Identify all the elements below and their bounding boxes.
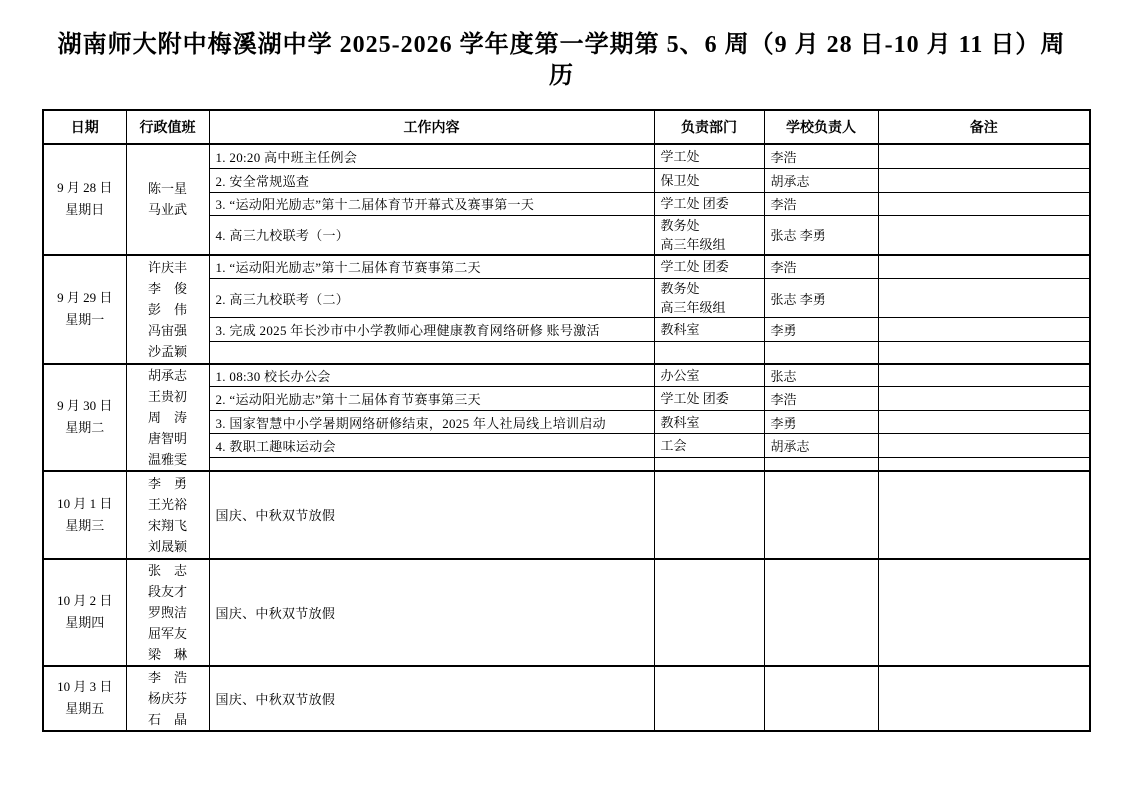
dept-cell: 工会	[654, 434, 764, 457]
header-row	[43, 110, 1090, 144]
dept-cell	[654, 342, 764, 364]
leader-cell: 胡承志	[764, 168, 878, 192]
schedule-row	[43, 471, 1090, 559]
note-cell	[878, 387, 1090, 410]
leader-cell: 李浩	[764, 255, 878, 279]
leader-cell	[764, 559, 878, 666]
leader-cell: 李勇	[764, 318, 878, 342]
leader-cell	[764, 471, 878, 559]
date-cell	[43, 144, 126, 255]
note-cell	[878, 434, 1090, 457]
leader-cell	[764, 457, 878, 470]
note-cell	[878, 364, 1090, 387]
duty-cell: 李 浩 杨庆芬 石 晶	[126, 666, 209, 731]
page-title-line-2: 历	[549, 63, 574, 89]
leader-cell	[764, 342, 878, 364]
schedule-row	[43, 666, 1090, 731]
work-item-cell: 3. 国家智慧中小学暑期网络研修结束，2025 年人社局线上培训启动	[209, 410, 654, 433]
work-item-cell: 4. 高三九校联考（一）	[209, 215, 654, 255]
note-cell	[878, 168, 1090, 192]
note-cell	[878, 410, 1090, 433]
weekday-text: 星期三	[65, 517, 105, 533]
dept-cell: 教务处 高三年级组	[654, 215, 764, 255]
leader-cell	[764, 666, 878, 731]
note-cell	[878, 457, 1090, 470]
note-cell	[878, 279, 1090, 318]
col-header-dept: 负责部门	[654, 110, 764, 144]
duty-cell: 胡承志 王贵初 周 涛 唐智明 温雅雯	[126, 364, 209, 471]
note-cell	[878, 192, 1090, 215]
dept-cell: 保卫处	[654, 168, 764, 192]
weekday-text: 星期五	[65, 701, 105, 716]
col-header-leader: 学校负责人	[764, 110, 878, 144]
dept-cell	[654, 457, 764, 470]
work-item-cell: 4. 教职工趣味运动会	[209, 434, 654, 457]
work-item-cell: 国庆、中秋双节放假	[209, 666, 654, 731]
leader-cell: 胡承志	[764, 434, 878, 457]
dept-cell	[654, 471, 764, 559]
note-cell	[878, 144, 1090, 168]
date-cell	[43, 364, 126, 471]
duty-cell: 许庆丰 李 俊 彭 伟 冯宙强 沙孟颖	[126, 255, 209, 364]
date-text: 9 月 29 日	[57, 290, 113, 305]
col-header-duty: 行政值班	[126, 110, 209, 144]
dept-cell: 学工处 团委	[654, 387, 764, 410]
work-item-cell: 2. 高三九校联考（二）	[209, 279, 654, 318]
dept-cell: 教务处 高三年级组	[654, 279, 764, 318]
work-item-cell	[209, 457, 654, 470]
work-item-cell: 3. “运动阳光励志”第十二届体育节开幕式及赛事第一天	[209, 192, 654, 215]
work-item-cell: 1. 08:30 校长办公会	[209, 364, 654, 387]
weekday-text: 星期四	[65, 615, 105, 630]
leader-cell: 李浩	[764, 192, 878, 215]
date-text: 10 月 3 日	[57, 679, 113, 694]
weekday-text: 星期二	[65, 420, 105, 435]
date-cell	[43, 559, 126, 666]
date-text: 9 月 28 日	[57, 180, 113, 196]
date-text: 10 月 1 日	[57, 495, 113, 511]
work-item-cell: 国庆、中秋双节放假	[209, 559, 654, 666]
leader-cell: 李浩	[764, 387, 878, 410]
leader-cell: 李勇	[764, 410, 878, 433]
dept-cell: 学工处 团委	[654, 192, 764, 215]
note-cell	[878, 215, 1090, 255]
date-cell	[43, 666, 126, 731]
col-header-date: 日期	[43, 110, 126, 144]
schedule-row	[43, 255, 1090, 279]
col-header-work: 工作内容	[209, 110, 654, 144]
dept-cell: 办公室	[654, 364, 764, 387]
weekday-text: 星期一	[65, 312, 105, 327]
dept-cell: 学工处 团委	[654, 255, 764, 279]
note-cell	[878, 471, 1090, 559]
note-cell	[878, 255, 1090, 279]
schedule-row	[43, 559, 1090, 666]
weekday-text: 星期日	[65, 202, 105, 218]
work-item-cell: 1. 20:20 高中班主任例会	[209, 144, 654, 168]
duty-cell: 张 志 段友才 罗煦洁 屈军友 梁 琳	[126, 559, 209, 666]
dept-cell: 教科室	[654, 318, 764, 342]
leader-cell: 张志	[764, 364, 878, 387]
page-title-line-1: 湖南师大附中梅溪湖中学 2025-2026 学年度第一学期第 5、6 周（9 月 28 日-10 月 11 日）周	[57, 32, 1066, 58]
date-cell	[43, 255, 126, 364]
work-item-cell: 2. 安全常规巡查	[209, 168, 654, 192]
note-cell	[878, 318, 1090, 342]
dept-cell: 学工处	[654, 144, 764, 168]
note-cell	[878, 559, 1090, 666]
work-item-cell: 3. 完成 2025 年长沙市中小学教师心理健康教育网络研修 账号激活	[209, 318, 654, 342]
date-text: 9 月 30 日	[57, 398, 113, 413]
date-cell	[43, 471, 126, 559]
date-text: 10 月 2 日	[57, 593, 113, 608]
dept-cell	[654, 559, 764, 666]
leader-cell: 李浩	[764, 144, 878, 168]
leader-cell: 张志 李勇	[764, 279, 878, 318]
duty-cell: 李 勇 王光裕 宋翔飞 刘晟颖	[126, 471, 209, 559]
work-item-cell	[209, 342, 654, 364]
note-cell	[878, 666, 1090, 731]
work-item-cell: 1. “运动阳光励志”第十二届体育节赛事第二天	[209, 255, 654, 279]
col-header-note: 备注	[878, 110, 1090, 144]
leader-cell: 张志 李勇	[764, 215, 878, 255]
weekly-schedule-table	[42, 109, 1091, 732]
dept-cell	[654, 666, 764, 731]
page-title	[42, 30, 1082, 92]
duty-cell: 陈一星 马业武	[126, 144, 209, 255]
work-item-cell: 国庆、中秋双节放假	[209, 471, 654, 559]
note-cell	[878, 342, 1090, 364]
work-item-cell: 2. “运动阳光励志”第十二届体育节赛事第三天	[209, 387, 654, 410]
schedule-row	[43, 144, 1090, 168]
schedule-row	[43, 364, 1090, 387]
dept-cell: 教科室	[654, 410, 764, 433]
